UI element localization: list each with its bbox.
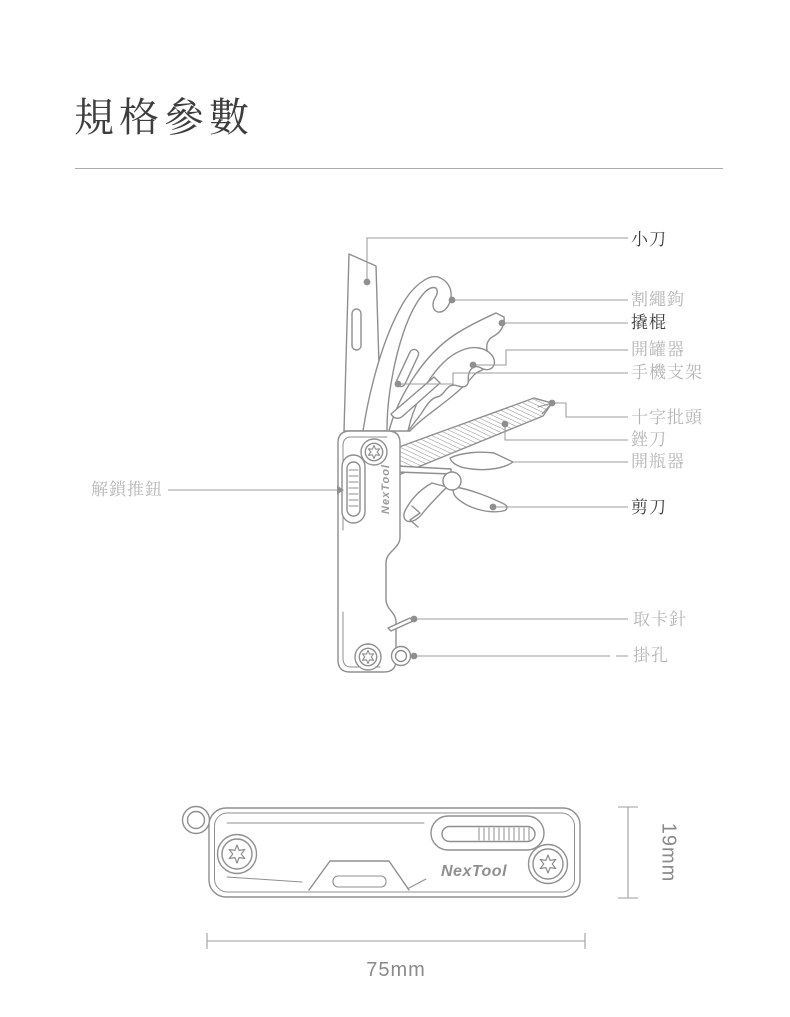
label-sim-ejector-pin: 取卡針: [633, 610, 687, 629]
dimension-width-label: 75mm: [366, 959, 426, 981]
label-bottle-opener: 開瓶器: [631, 452, 685, 471]
label-pry-bar: 撬棍: [631, 313, 667, 332]
bottle-opener-drawing: [450, 452, 513, 469]
label-file: 銼刀: [631, 430, 667, 449]
dim-line-width: [207, 933, 585, 949]
unlock-slider-drawing: [342, 455, 365, 523]
label-phillips-bit: 十字批頭: [631, 408, 703, 427]
lanyard-hole-drawing: [392, 647, 411, 666]
leader-phillips-bit: [552, 403, 628, 417]
closed-right-screw-drawing: [529, 845, 568, 884]
leader-knife: [367, 238, 628, 282]
label-scissors: 剪刀: [631, 498, 667, 517]
dimension-height-label: 19mm: [657, 822, 680, 883]
closed-left-screw-drawing: [218, 835, 257, 874]
label-unlock-slider: 解鎖推鈕: [91, 480, 163, 499]
leader-can-opener: [473, 350, 628, 365]
label-can-opener: 開罐器: [631, 340, 685, 359]
brand-text-vertical: NexTool: [380, 464, 392, 514]
label-phone-stand: 手機支架: [631, 363, 703, 382]
brand-logo: NexTool: [441, 863, 508, 880]
closed-lanyard-ring-drawing: [183, 807, 210, 834]
label-lanyard-hole: 掛孔: [633, 646, 669, 665]
scissors-drawing: [397, 466, 507, 527]
dim-line-height: [618, 807, 638, 898]
label-rope-cutter-hook: 割繩鉤: [631, 290, 685, 309]
closed-slider-drawing: [431, 816, 544, 850]
label-knife: 小刀: [631, 230, 667, 249]
leader-file: [505, 424, 628, 440]
bottom-screw-drawing: [355, 644, 381, 670]
page-title: 規格參數: [74, 96, 254, 140]
